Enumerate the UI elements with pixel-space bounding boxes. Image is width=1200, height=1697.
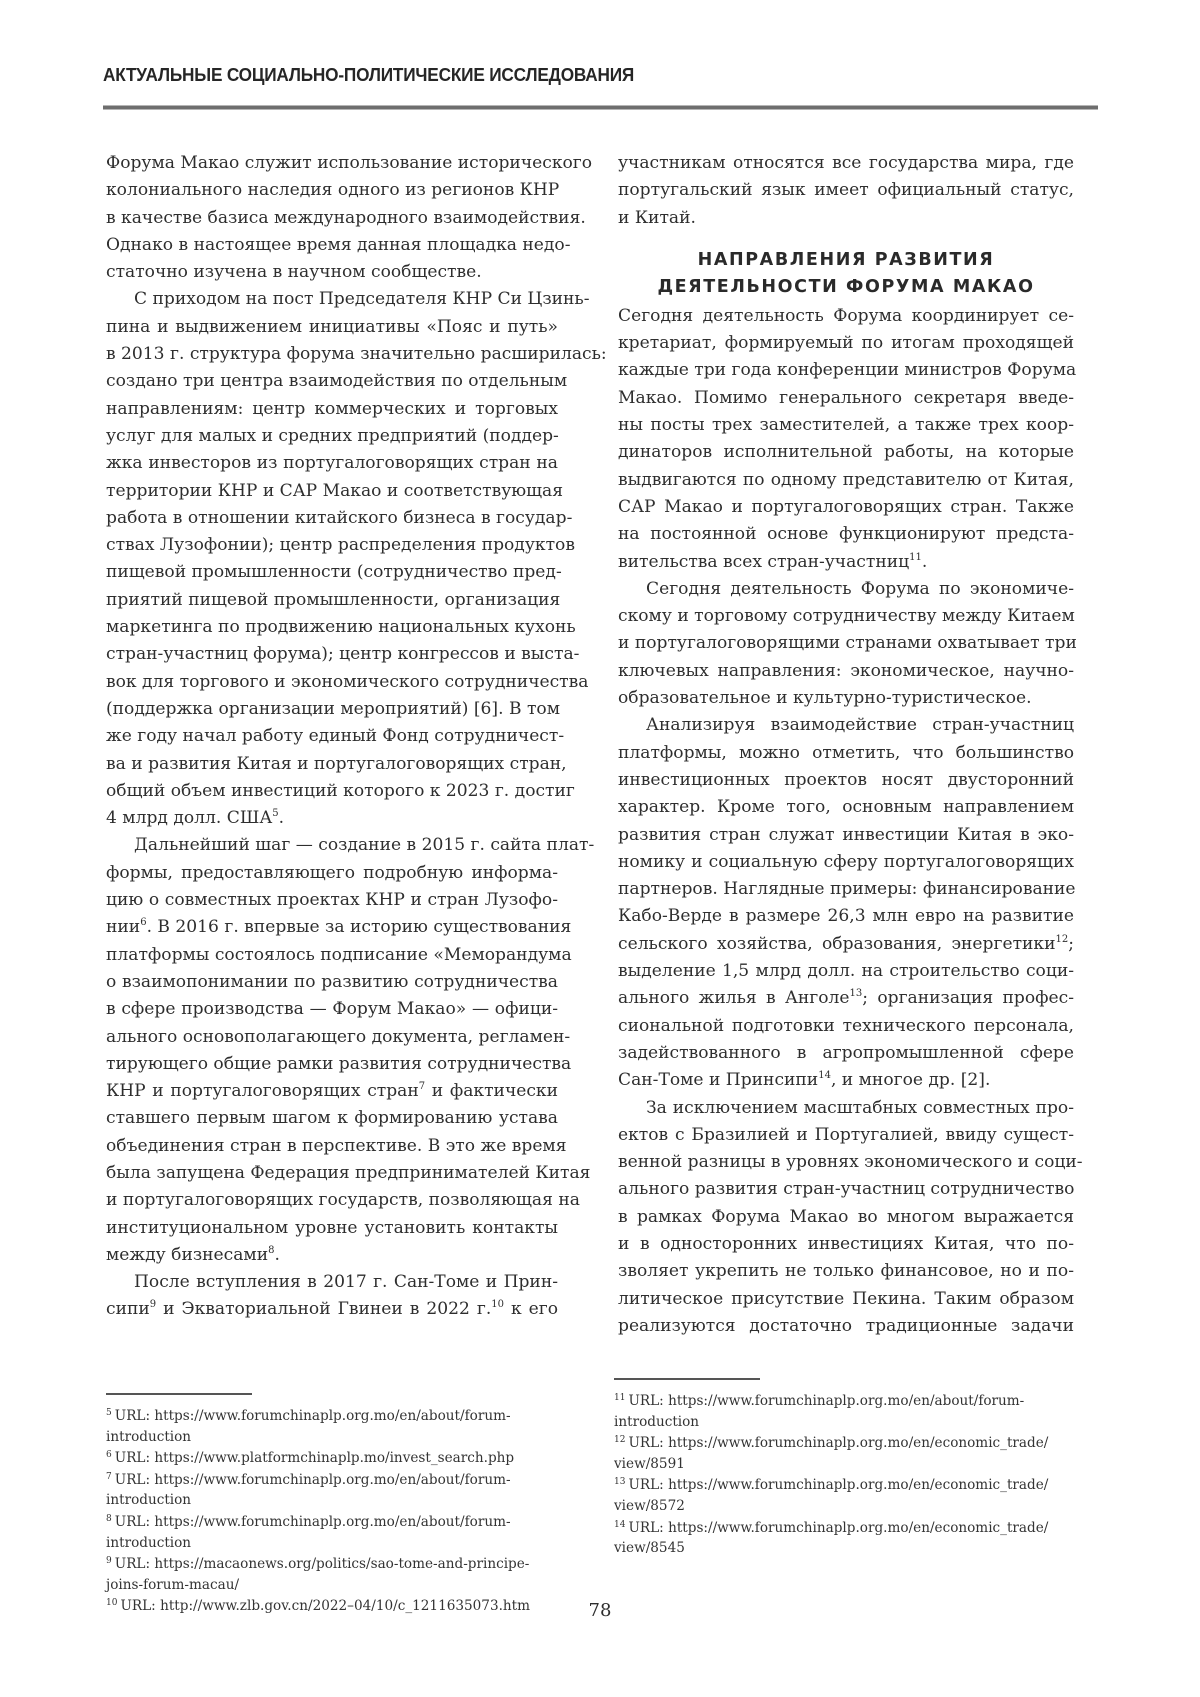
section-heading-line: ДЕЯТЕЛЬНОСТИ ФОРУМА МАКАО (657, 276, 1035, 297)
text-line: Макао. Помимо генерального секретаря введе- (618, 387, 1074, 408)
footnote-number: 7 (106, 1471, 112, 1482)
text-line: создано три центра взаимодействия по отдельным (106, 371, 568, 392)
text-line: динаторов исполнительной работы, на которые (618, 442, 1074, 463)
text-line: в сфере производства — Форум Макао» — офици- (106, 999, 558, 1020)
text-line: характер. Кроме того, основным направлением (618, 797, 1074, 818)
text-line: реализуются достаточно традиционные задачи (618, 1315, 1074, 1336)
text-line: в рамках Форума Макао во многом выражается (618, 1206, 1074, 1227)
footnote-number: 14 (614, 1519, 626, 1530)
footnote-link-continued[interactable]: view/8591 (614, 1455, 685, 1472)
text-fragment: ального жилья в Анголе (618, 988, 850, 1009)
footnote-link-continued[interactable]: view/8572 (614, 1497, 685, 1514)
text-line: За исключением масштабных совместных про- (646, 1097, 1074, 1118)
footnote-link[interactable]: URL: https://www.forumchinaplp.org.mo/en/economic_trade/ (628, 1435, 1049, 1452)
footnotes-left (106, 1406, 566, 1618)
text-line: Анализируя взаимодействие стран-участниц (646, 715, 1074, 736)
running-header-title: АКТУАЛЬНЫЕ СОЦИАЛЬНО-ПОЛИТИЧЕСКИЕ ИССЛЕДОВАНИЯ (103, 64, 635, 85)
text-fragment: сипи (106, 1299, 150, 1320)
footnote-number: 12 (614, 1435, 626, 1446)
text-line: была запущена Федерация предпринимателей Китая (106, 1162, 591, 1183)
text-line: ствах Лузофонии); центр распределения продуктов (106, 535, 575, 556)
text-line: участникам относятся все государства мира, где (618, 153, 1074, 173)
text-fragment: , и многое др. [2]. (830, 1070, 991, 1091)
footnote-item (106, 1554, 566, 1595)
footnote-number: 13 (614, 1477, 626, 1488)
text-line: пина и выдвижением инициативы «Пояс и путь» (106, 316, 558, 337)
text-line: о взаимопонимании по развитию сотрудничества (106, 971, 558, 992)
text-line: же году начал работу единый Фонд сотрудничест- (106, 726, 565, 747)
text-line: и в односторонних инвестициях Китая, что по- (618, 1233, 1074, 1254)
text-line: и португалоговорящих государств, позволяющая на (106, 1190, 580, 1211)
text-line: и Китай. (618, 207, 696, 228)
footnote-ref[interactable]: 5 (272, 808, 279, 820)
text-line: платформы, можно отметить, что большинство (618, 742, 1074, 763)
text-fragment: КНР и португалоговорящих стран (106, 1081, 419, 1102)
footnote-item (106, 1512, 566, 1553)
footnote-ref[interactable]: 10 (491, 1299, 504, 1311)
text-line: приятий пищевой промышленности, организация (106, 589, 561, 610)
text-line: развития стран служат инвестиции Китая в эко- (618, 824, 1074, 845)
text-fragment: и Экваториальной Гвинеи в 2022 г. (163, 1299, 492, 1320)
text-fragment: 4 млрд долл. США (106, 808, 273, 829)
footnote-link-continued[interactable]: introduction (614, 1413, 700, 1430)
text-fragment: нии (106, 917, 141, 938)
text-line: ны посты трех заместителей, а также трех коор- (618, 415, 1074, 436)
section-heading-line: НАПРАВЛЕНИЯ РАЗВИТИЯ (697, 249, 995, 270)
footnote-item (614, 1518, 1074, 1559)
text-line: ального развития стран-участниц сотрудничество (618, 1179, 1075, 1200)
footnote-separator (614, 1378, 760, 1380)
footnote-link-continued[interactable]: introduction (106, 1534, 192, 1551)
text-line: маркетинга по продвижению национальных кухонь (106, 617, 576, 638)
footnote-number: 10 (106, 1598, 118, 1609)
text-line: образовательное и культурно-туристическое. (618, 688, 1032, 709)
text-line: ального основополагающего документа, регламен- (106, 1026, 571, 1047)
text-line: формы, предоставляющего подробную информа- (106, 862, 558, 883)
footnote-item (614, 1433, 1074, 1474)
footnote-link[interactable]: URL: https://www.forumchinaplp.org.mo/en/about/forum- (628, 1393, 1025, 1409)
footnote-item (106, 1406, 566, 1447)
footnote-ref[interactable]: 14 (818, 1070, 831, 1082)
text-line: партнеров. Наглядные примеры: финансирование (618, 879, 1076, 900)
footnote-ref[interactable]: 11 (909, 551, 922, 563)
text-line: ключевых направления: экономическое, научно- (618, 660, 1074, 681)
footnote-item (614, 1391, 1074, 1432)
footnote-number: 9 (106, 1556, 112, 1567)
text-line: скому и торговому сотрудничеству между Китаем (618, 606, 1075, 627)
text-line: вительства всех стран-участниц$^{11}$. (618, 551, 928, 572)
text-line: Сегодня деятельность Форума координирует се- (618, 305, 1074, 326)
text-line: колониального наследия одного из регионов КНР (106, 180, 560, 201)
text-line: на постоянной основе функционируют предста- (618, 524, 1074, 545)
text-line (618, 985, 1074, 1012)
text-fragment: и фактически (425, 1081, 559, 1102)
footnote-separator (106, 1393, 252, 1395)
text-line: Кабо-Верде в размере 26,3 млн евро на развитие (618, 906, 1074, 927)
text-line: институциональном уровне установить контакты (106, 1217, 558, 1238)
footnote-number: 8 (106, 1513, 112, 1524)
footnote-link[interactable]: URL: https://www.forumchinaplp.org.mo/en/about/forum- (114, 1408, 511, 1424)
text-line: статочно изучена в научном сообществе. (106, 262, 482, 283)
text-line: (поддержка организации мероприятий) [6]. В том (106, 698, 561, 719)
text-fragment: Сан-Томе и Принсипи (618, 1070, 819, 1091)
text-line: сельского хозяйства, образования, энергетики$^{12}$; (618, 933, 1074, 954)
text-line: между бизнесами$^8$. (106, 1244, 280, 1265)
text-line: Форума Макао служит использование исторического (106, 153, 593, 173)
footnote-item (614, 1475, 1074, 1516)
footnote-link-continued[interactable]: view/8545 (614, 1540, 685, 1557)
text-line: САР Макао и португалоговорящих стран. Также (618, 496, 1074, 517)
footnote-ref[interactable]: 13 (849, 988, 863, 1000)
left-column (106, 150, 607, 1324)
header-rule (103, 105, 1098, 110)
footnote-link[interactable]: URL: https://www.forumchinaplp.org.mo/en/economic_trade/ (628, 1477, 1049, 1494)
footnote-ref[interactable]: 9 (149, 1299, 157, 1311)
footnote-link[interactable]: URL: https://www.platformchinaplp.mo/invest_search.php (114, 1450, 515, 1467)
text-line: Сегодня деятельность Форума по экономиче- (646, 578, 1074, 599)
text-line: и португалоговорящими странами охватывает три (618, 633, 1077, 654)
text-line: каждые три года конференции министров Форума (618, 360, 1077, 381)
text-fragment: вительства всех стран-участниц (618, 551, 910, 572)
footnote-link-continued[interactable]: introduction (106, 1492, 192, 1509)
text-line: Однако в настоящее время данная площадка недо- (106, 234, 571, 255)
text-line (106, 1078, 558, 1105)
text-line: платформы состоялось подписание «Меморандума (106, 944, 572, 965)
text-line: общий объем инвестиций которого к 2023 г. достиг (106, 780, 575, 801)
text-fragment: сельского хозяйства, образования, энергетики (618, 933, 1056, 954)
footnote-item (106, 1448, 566, 1469)
footnote-ref[interactable]: 7 (418, 1081, 426, 1093)
text-line: в 2013 г. структура форума значительно расширилась: (106, 344, 607, 365)
section-heading (618, 247, 1074, 301)
text-line: кретариат, формируемый по итогам проходящей (618, 333, 1074, 354)
right-column (618, 150, 1083, 1340)
text-line: 4 млрд долл. США$^5$. (106, 808, 285, 829)
text-line (106, 1296, 558, 1323)
text-line: ва и развития Китая и португалоговорящих стран, (106, 753, 567, 774)
footnotes-right (614, 1391, 1074, 1560)
text-line: задействованного в агропромышленной сфере (618, 1042, 1074, 1063)
text-fragment: ; организация профес- (862, 988, 1075, 1009)
text-fragment: . В 2016 г. впервые за историю существования (146, 917, 572, 938)
text-line: направлениям: центр коммерческих и торговых (106, 398, 558, 419)
text-line: услуг для малых и средних предприятий (поддер- (106, 425, 559, 446)
footnote-link-continued[interactable]: joins-forum-macau/ (106, 1576, 240, 1593)
text-line: португальский язык имеет официальный статус, (618, 180, 1074, 201)
footnote-ref[interactable]: 12 (1055, 933, 1069, 945)
text-line: венной разницы в уровнях экономического и соци- (618, 1152, 1083, 1173)
footnote-number: 5 (106, 1408, 112, 1418)
text-line: ставшего первым шагом к формированию устава (106, 1108, 558, 1129)
text-line: зволяет укрепить не только финансовое, но и по- (618, 1261, 1074, 1282)
text-line: выделение 1,5 млрд долл. на строительство соци- (618, 961, 1074, 982)
text-line (106, 914, 572, 941)
footnote-ref[interactable]: 6 (140, 917, 147, 929)
text-line: объединения стран в перспективе. В это же время (106, 1135, 567, 1156)
text-line: инвестиционных проектов носят двусторонний (618, 769, 1074, 790)
text-line: вок для торгового и экономического сотрудничества (106, 671, 589, 692)
text-line: работа в отношении китайского бизнеса в государ- (106, 507, 573, 528)
text-line: жка инвесторов из португалоговорящих стран на (106, 453, 558, 474)
footnote-ref[interactable]: 8 (268, 1244, 275, 1256)
text-line: сиональной подготовки технического персонала, (618, 1015, 1074, 1036)
footnote-number: 6 (106, 1450, 112, 1461)
text-line: литическое присутствие Пекина. Таким образом (618, 1288, 1074, 1309)
text-line (618, 1067, 1074, 1094)
text-line: Дальнейший шаг — создание в 2015 г. сайта плат- (134, 835, 595, 856)
text-line: После вступления в 2017 г. Сан-Томе и Прин- (134, 1272, 558, 1293)
footnote-link[interactable]: URL: https://macaonews.org/politics/sao-tome-and-principe- (114, 1556, 530, 1573)
text-line: в качестве базиса международного взаимодействия. (106, 207, 586, 228)
text-line: С приходом на пост Председателя КНР Си Цзинь- (134, 289, 590, 310)
text-line: территории КНР и САР Макао и соответствующая (106, 480, 564, 501)
text-fragment: между бизнесами (106, 1244, 269, 1265)
text-fragment: к его (510, 1299, 558, 1320)
footnote-link[interactable]: URL: https://www.forumchinaplp.org.mo/en/about/forum- (114, 1471, 511, 1488)
footnote-link-continued[interactable]: introduction (106, 1428, 192, 1445)
text-line: выдвигаются по одному представителю от Китая, (618, 469, 1074, 490)
text-line: тирующего общие рамки развития сотрудничества (106, 1053, 572, 1074)
footnote-link[interactable]: URL: http://www.zlb.gov.cn/2022–04/10/c_1211635073.htm (120, 1598, 531, 1615)
text-line: номику и социальную сферу португалоговорящих (618, 851, 1074, 872)
footnote-link[interactable]: URL: https://www.forumchinaplp.org.mo/en/economic_trade/ (628, 1519, 1049, 1536)
page-number: 78 (588, 1600, 612, 1621)
footnote-item (106, 1470, 566, 1511)
footnote-link[interactable]: URL: https://www.forumchinaplp.org.mo/en/about/forum- (114, 1513, 511, 1530)
text-line: стран-участниц форума); центр конгрессов и выста- (106, 644, 580, 665)
text-line: ектов с Бразилией и Португалией, ввиду сущест- (618, 1124, 1074, 1145)
footnote-number: 11 (614, 1393, 626, 1403)
text-line: цию о совместных проектах КНР и стран Лузофо- (106, 890, 558, 911)
text-line: пищевой промышленности (сотрудничество пред- (106, 562, 562, 583)
